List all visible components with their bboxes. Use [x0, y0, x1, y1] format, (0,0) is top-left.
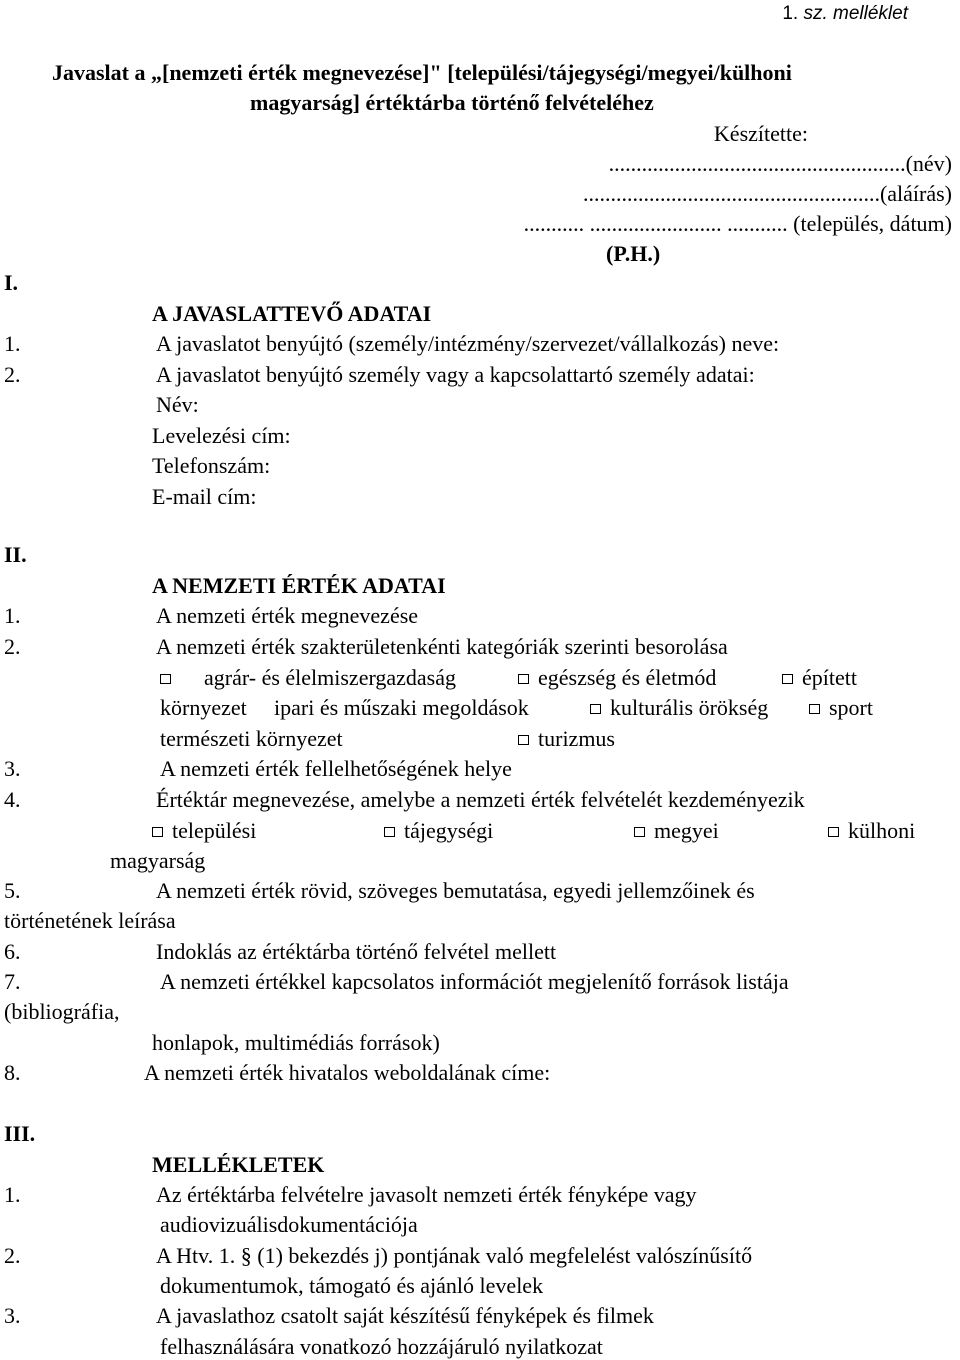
s2-item6-text: Indoklás az értéktárba történő felvétel mellett [156, 939, 557, 964]
checkbox-icon[interactable] [518, 735, 529, 745]
s3-item1-cont: audiovizuálisdokumentációja [160, 1212, 418, 1237]
s2-item4-text: Értéktár megnevezése, amelybe a nemzeti érték felvételét kezdeményezik [156, 787, 805, 812]
s2-item7-number: 7. [4, 969, 21, 994]
s3-item2-cont: dokumentumok, támogató és ajánló levelek [160, 1273, 544, 1298]
category-natural: természeti környezet [160, 726, 343, 751]
section1-numeral: I. [4, 270, 19, 295]
category-option-health[interactable]: egészség és életmód [518, 667, 716, 689]
level-option-abroad[interactable]: külhoni [828, 820, 915, 842]
level-abroad-cont: magyarság [110, 848, 206, 873]
s2-item6-number: 6. [4, 939, 21, 964]
s2-item4-number: 4. [4, 787, 21, 812]
s2-item7-text: A nemzeti értékkel kapcsolatos információt megjelenítő források listája [160, 969, 789, 994]
s2-item2-number: 2. [4, 634, 21, 659]
category-option-tourism[interactable]: turizmus [518, 728, 615, 750]
s2-item3-text: A nemzeti érték fellelhetőségének helye [160, 756, 512, 781]
s1-item1-number: 1. [4, 331, 21, 356]
checkbox-icon[interactable] [809, 704, 820, 714]
s3-item1-number: 1. [4, 1182, 21, 1207]
s3-item2-text: A Htv. 1. § (1) bekezdés j) pontjának való megfelelést valószínűsítő [156, 1243, 753, 1268]
section2-title: A NEMZETI ÉRTÉK ADATAI [152, 573, 446, 598]
s2-item1-text: A nemzeti érték megnevezése [156, 603, 419, 628]
stamp-placeholder: (P.H.) [606, 241, 661, 266]
s3-item3-cont: felhasználására vonatkozó hozzájáruló nyilatkozat [160, 1334, 603, 1359]
place-date-line: ........... ........................ ........... (település, dátum) [523, 211, 952, 236]
s2-item7-cont2: honlapok, multimédiás források) [152, 1030, 440, 1055]
annex-text: sz. melléklet [803, 3, 908, 24]
prepared-by-label: Készítette: [713, 121, 808, 146]
level-option-regional[interactable]: tájegységi [384, 820, 493, 842]
document-title-line2: magyarság] értéktárba történő felvételéhez [250, 90, 654, 115]
field-name-label: Név: [156, 392, 199, 417]
s1-item1-text: A javaslatot benyújtó (személy/intézmény/szervezet/vállalkozás) neve: [156, 331, 780, 356]
category-option-cultural[interactable]: kulturális örökség [590, 697, 768, 719]
category-option-agrar[interactable]: agrár- és élelmiszergazdaság [160, 667, 456, 689]
checkbox-icon[interactable] [518, 674, 529, 684]
category-built-cont: környezet [160, 695, 247, 720]
s2-item8-number: 8. [4, 1060, 21, 1085]
s2-item8-text: A nemzeti érték hivatalos weboldalának címe: [144, 1060, 551, 1085]
level-option-local[interactable]: települési [152, 820, 256, 842]
s2-item5-text: A nemzeti érték rövid, szöveges bemutatása, egyedi jellemzőinek és [156, 878, 755, 903]
category-option-built[interactable]: épített [782, 667, 857, 689]
s3-item3-number: 3. [4, 1303, 21, 1328]
category-option-sport[interactable]: sport [809, 697, 873, 719]
checkbox-icon[interactable] [828, 827, 839, 837]
category-industrial: ipari és műszaki megoldások [274, 695, 529, 720]
s2-item5-number: 5. [4, 878, 21, 903]
annex-number: 1. [782, 3, 799, 24]
checkbox-icon[interactable] [384, 827, 395, 837]
name-line: ......................................................(név) [608, 151, 952, 176]
document-title-line1: Javaslat a „[nemzeti érték megnevezése]" [települési/tájegységi/megyei/külhoni [52, 60, 792, 85]
s3-item1-text: Az értéktárba felvételre javasolt nemzeti érték fényképe vagy [156, 1182, 697, 1207]
field-phone-label: Telefonszám: [152, 453, 271, 478]
s1-item2-text: A javaslatot benyújtó személy vagy a kapcsolattartó személy adatai: [156, 362, 755, 387]
s3-item2-number: 2. [4, 1243, 21, 1268]
checkbox-icon[interactable] [782, 674, 793, 684]
field-address-label: Levelezési cím: [152, 423, 291, 448]
annex-label [782, 4, 908, 23]
signature-line: ......................................................(aláírás) [582, 181, 952, 206]
level-option-county[interactable]: megyei [634, 820, 719, 842]
checkbox-icon[interactable] [634, 827, 645, 837]
s1-item2-number: 2. [4, 362, 21, 387]
field-email-label: E-mail cím: [152, 484, 257, 509]
s3-item3-text: A javaslathoz csatolt saját készítésű fényképek és filmek [156, 1303, 654, 1328]
s2-item7-cont1: (bibliográfia, [4, 999, 120, 1024]
section3-title: MELLÉKLETEK [152, 1152, 325, 1177]
checkbox-icon[interactable] [152, 827, 163, 837]
section3-numeral: III. [4, 1121, 36, 1146]
s2-item3-number: 3. [4, 756, 21, 781]
section2-numeral: II. [4, 542, 27, 567]
checkbox-icon[interactable] [160, 674, 171, 684]
s2-item5-cont: történetének leírása [4, 908, 176, 933]
checkbox-icon[interactable] [590, 704, 601, 714]
s2-item2-text: A nemzeti érték szakterületenkénti kategóriák szerinti besorolása [156, 634, 728, 659]
section1-title: A JAVASLATTEVŐ ADATAI [152, 301, 432, 326]
s2-item1-number: 1. [4, 603, 21, 628]
